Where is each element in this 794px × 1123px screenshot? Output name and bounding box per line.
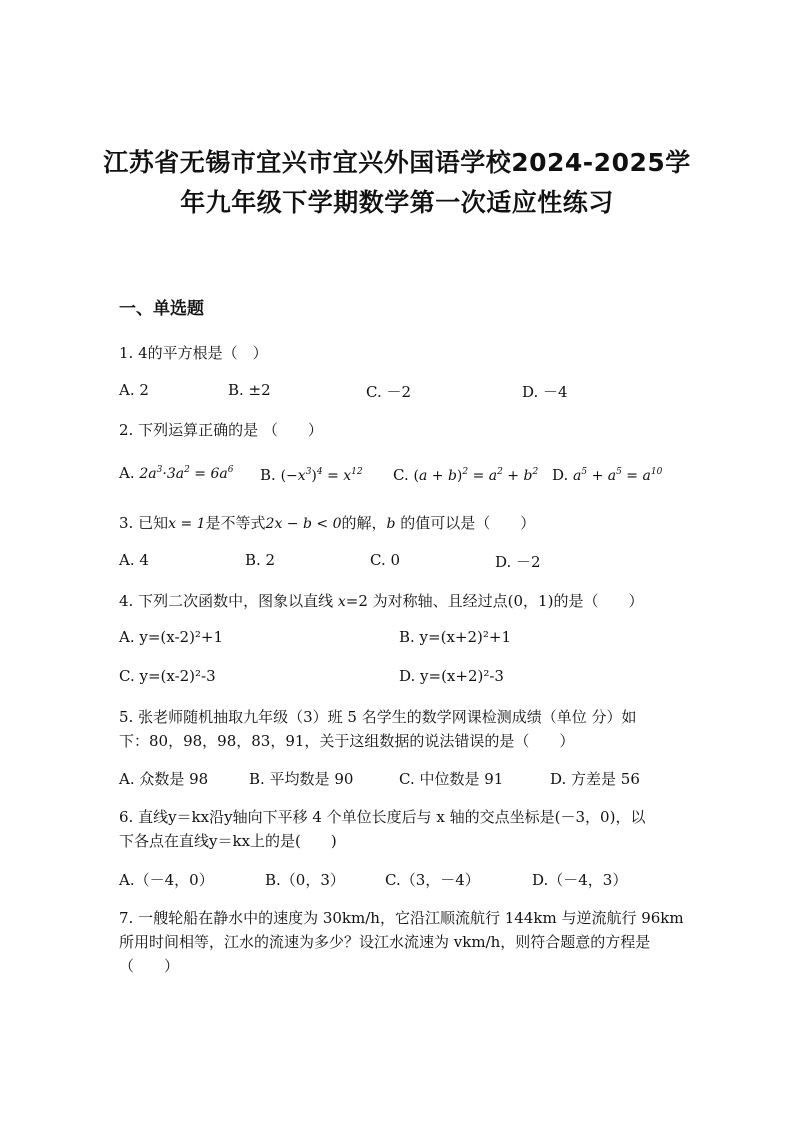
question-1-option-a: A. 2: [119, 381, 149, 399]
option-b-formula: $(-x^3)^4 = x^{12}$: [280, 467, 363, 484]
question-4-option-a: A. y=(x-2)²+1: [119, 628, 224, 646]
option-label: D.: [552, 466, 569, 484]
question-2-stem: 2. 下列运算正确的是 （ ）: [119, 421, 323, 439]
option-d-formula: $a^5 + a^5 = a^{10}$: [573, 467, 663, 484]
question-6-option-c: C.（3，－4）: [385, 871, 480, 889]
question-7-stem-line1: 7. 一艘轮船在静水中的速度为 30km/h，它沿江顺流航行 144km 与逆流航行 96km: [119, 909, 684, 927]
question-7-stem-line3: （ ）: [119, 957, 180, 975]
question-1-stem: 1. 4的平方根是（ ）: [119, 344, 268, 362]
option-label: B.: [260, 466, 276, 484]
question-2-option-c: [393, 466, 538, 484]
question-5-option-b: B. 平均数是 90: [249, 770, 354, 788]
question-6-option-a: A.（－4，0）: [119, 871, 214, 889]
question-3-stem: [119, 512, 535, 533]
question-6-option-d: D.（－4，3）: [532, 871, 628, 889]
question-5-option-d: D. 方差是 56: [550, 770, 640, 788]
question-6-stem-line2: 下各点在直线y＝kx上的是( ): [119, 832, 337, 850]
question-1-option-d: D. －4: [522, 383, 568, 401]
stem-math-x: x = 1: [168, 516, 206, 532]
option-a-formula: $2a^3\cdot 3a^2 = 6a^6$: [139, 465, 234, 482]
option-label: A.: [119, 464, 135, 482]
question-3-option-b: B. 2: [245, 551, 276, 569]
stem-math-x: x: [337, 594, 346, 610]
question-5-option-c: C. 中位数是 91: [399, 770, 504, 788]
question-4-option-b: B. y=(x+2)²+1: [399, 628, 512, 646]
question-3-option-c: C. 0: [370, 551, 401, 569]
question-1-option-c: C. －2: [366, 383, 412, 401]
question-5-stem-line2: 下：80，98，98，83，91，关于这组数据的说法错误的是（ ）: [119, 732, 575, 750]
question-2-option-b: [260, 466, 363, 484]
stem-text: =2 为对称轴、且经过点(0，1)的是（ ）: [345, 592, 644, 610]
question-6-option-b: B.（0，3）: [265, 871, 345, 889]
question-4-option-c: C. y=(x-2)²-3: [119, 667, 216, 685]
question-5-option-a: A. 众数是 98: [119, 770, 209, 788]
stem-text: 4. 下列二次函数中，图象以直线: [119, 592, 338, 610]
stem-text: 的值可以是（ ）: [395, 514, 536, 532]
question-6-stem-line1: 6. 直线y＝kx沿y轴向下平移 4 个单位长度后与 x 轴的交点坐标是(－3，0)，以: [119, 808, 646, 826]
section-heading: 一、单选题: [119, 299, 204, 319]
document-title-line1: 江苏省无锡市宜兴市宜兴外国语学校2024-2025学: [103, 148, 691, 177]
question-4-stem: [119, 590, 643, 611]
option-label: C.: [393, 466, 409, 484]
stem-text: 3. 已知: [119, 514, 169, 532]
option-c-formula: $(a + b)^2 = a^2 + b^2$: [413, 467, 539, 484]
question-2-option-a: [119, 464, 233, 482]
question-4-option-d: D. y=(x+2)²-3: [399, 667, 504, 685]
stem-text: 是不等式: [205, 514, 266, 532]
question-5-stem-line1: 5. 张老师随机抽取九年级（3）班 5 名学生的数学网课检测成绩（单位 分）如: [119, 708, 637, 726]
question-2-option-d: [552, 466, 662, 484]
question-7-stem-line2: 所用时间相等，江水的流速为多少？设江水流速为 vkm/h，则符合题意的方程是: [119, 933, 651, 951]
document-title-line2: 年九年级下学期数学第一次适应性练习: [180, 188, 614, 217]
question-1-option-b: B. ±2: [228, 381, 271, 399]
question-3-option-a: A. 4: [119, 551, 149, 569]
stem-math-inequality: 2x − b < 0: [265, 516, 342, 532]
stem-math-b: b: [386, 516, 396, 532]
stem-text: 的解，: [341, 514, 387, 532]
question-3-option-d: D. －2: [495, 553, 541, 571]
